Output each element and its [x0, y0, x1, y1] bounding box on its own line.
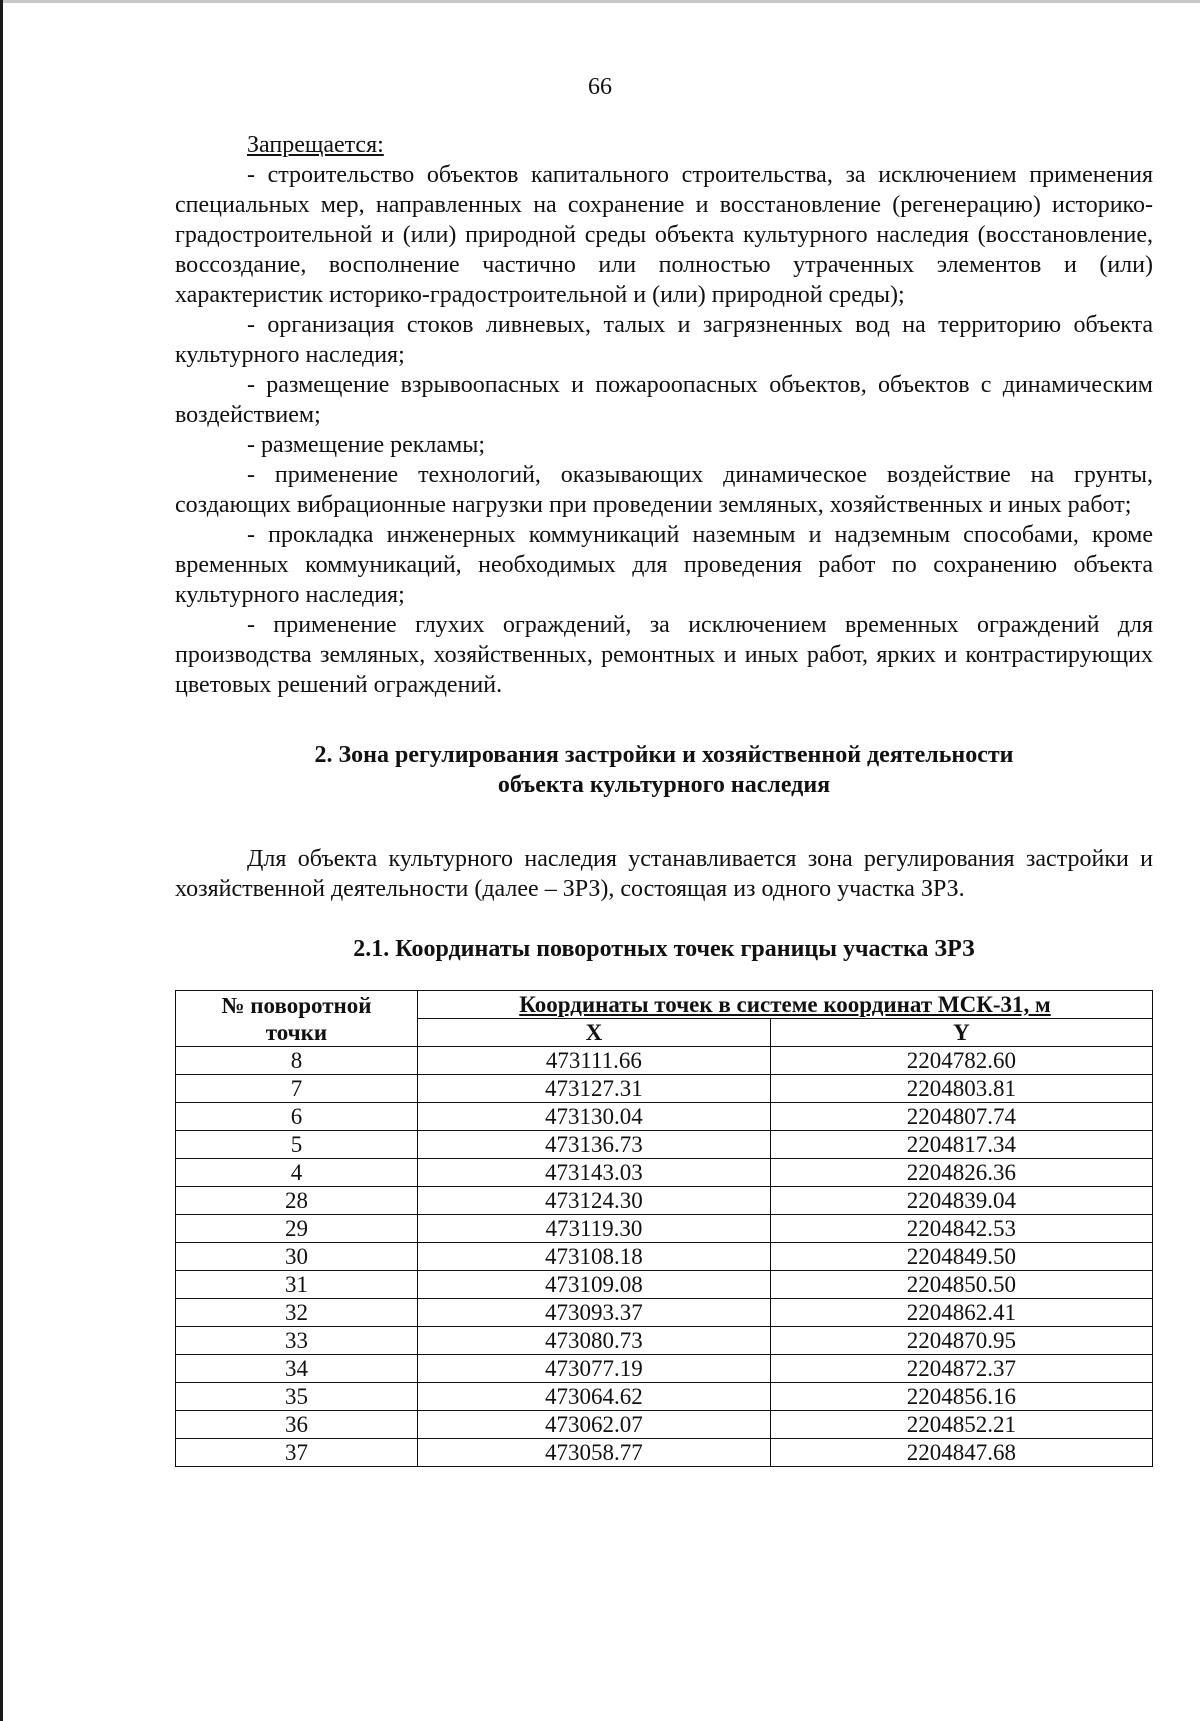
forbidden-item: - размещение рекламы; [247, 432, 486, 458]
coordinates-table [175, 990, 1153, 1467]
document-body [175, 130, 1153, 1467]
table-row [176, 1103, 1153, 1131]
cell-point: 36 [176, 1411, 418, 1439]
cell-point: 29 [176, 1215, 418, 1243]
cell-x: 473058.77 [417, 1439, 770, 1467]
cell-y: 2204852.21 [770, 1411, 1152, 1439]
cell-y: 2204807.74 [770, 1103, 1152, 1131]
table-row [176, 1243, 1153, 1271]
forbidden-item: - прокладка инженерных коммуникаций наземным и надземным способами, кроме временных коммуникаций, необходимых для проведения работ по сохранению объекта культурного наследия; [175, 522, 1153, 608]
cell-point: 8 [176, 1047, 418, 1075]
cell-x: 473130.04 [417, 1103, 770, 1131]
cell-x: 473136.73 [417, 1131, 770, 1159]
cell-y: 2204803.81 [770, 1075, 1152, 1103]
header-coordinates-label: Координаты точек в системе координат МСК-31, м [519, 992, 1051, 1017]
section-title-line: 2. Зона регулирования застройки и хозяйственной деятельности [314, 742, 1014, 768]
cell-x: 473127.31 [417, 1075, 770, 1103]
cell-y: 2204856.16 [770, 1383, 1152, 1411]
cell-x: 473108.18 [417, 1243, 770, 1271]
cell-point: 6 [176, 1103, 418, 1131]
cell-x: 473062.07 [417, 1411, 770, 1439]
cell-y: 2204839.04 [770, 1187, 1152, 1215]
table-row [176, 1327, 1153, 1355]
forbidden-item: - организация стоков ливневых, талых и загрязненных вод на территорию объекта культурного наследия; [175, 312, 1153, 368]
cell-y: 2204849.50 [770, 1243, 1152, 1271]
table-row [176, 1131, 1153, 1159]
header-y: Y [770, 1019, 1152, 1047]
section-title [175, 740, 1153, 800]
forbidden-heading: Запрещается: [247, 132, 384, 158]
forbidden-item: - применение глухих ограждений, за исключением временных ограждений для производства земляных, хозяйственных, ремонтных и иных работ, ярких и контрастирующих цветовых решений ограждений. [175, 612, 1153, 698]
page-number: 66 [588, 74, 612, 100]
cell-y: 2204826.36 [770, 1159, 1152, 1187]
cell-y: 2204847.68 [770, 1439, 1152, 1467]
cell-y: 2204817.34 [770, 1131, 1152, 1159]
cell-point: 37 [176, 1439, 418, 1467]
cell-point: 7 [176, 1075, 418, 1103]
cell-x: 473109.08 [417, 1271, 770, 1299]
cell-x: 473077.19 [417, 1355, 770, 1383]
header-coordinates [417, 991, 1152, 1019]
cell-y: 2204872.37 [770, 1355, 1152, 1383]
scan-edge-left [0, 0, 3, 1721]
table-title: 2.1. Координаты поворотных точек границы участка ЗРЗ [353, 936, 975, 962]
cell-point: 35 [176, 1383, 418, 1411]
table-body [176, 1047, 1153, 1467]
table-row [176, 1187, 1153, 1215]
cell-x: 473064.62 [417, 1383, 770, 1411]
cell-y: 2204782.60 [770, 1047, 1152, 1075]
table-row [176, 1299, 1153, 1327]
cell-point: 28 [176, 1187, 418, 1215]
table-row [176, 1271, 1153, 1299]
table-row [176, 1047, 1153, 1075]
header-x: X [417, 1019, 770, 1047]
cell-y: 2204842.53 [770, 1215, 1152, 1243]
cell-point: 30 [176, 1243, 418, 1271]
cell-point: 4 [176, 1159, 418, 1187]
cell-point: 34 [176, 1355, 418, 1383]
table-row [176, 1411, 1153, 1439]
cell-point: 32 [176, 1299, 418, 1327]
table-row [176, 1075, 1153, 1103]
cell-x: 473124.30 [417, 1187, 770, 1215]
table-row [176, 1215, 1153, 1243]
cell-y: 2204850.50 [770, 1271, 1152, 1299]
cell-point: 5 [176, 1131, 418, 1159]
cell-point: 33 [176, 1327, 418, 1355]
section-title-line: объекта культурного наследия [497, 772, 831, 798]
cell-x: 473111.66 [417, 1047, 770, 1075]
table-row [176, 1439, 1153, 1467]
scan-edge-top [0, 0, 1200, 3]
cell-y: 2204870.95 [770, 1327, 1152, 1355]
table-row [176, 1159, 1153, 1187]
cell-x: 473093.37 [417, 1299, 770, 1327]
table-header-row [176, 991, 1153, 1019]
table-row [176, 1383, 1153, 1411]
cell-y: 2204862.41 [770, 1299, 1152, 1327]
header-point-line: точки [265, 1019, 328, 1045]
section-intro: Для объекта культурного наследия устанавливается зона регулирования застройки и хозяйственной деятельности (далее – ЗРЗ), состоящая из одного участка ЗРЗ. [175, 846, 1153, 902]
forbidden-item: - строительство объектов капитального строительства, за исключением применения специальных мер, направленных на сохранение и восстановление (регенерацию) историко-градостроительной и (или) природной среды объекта культурного наследия (восстановление, воссоздание, восполнение частично или полностью утраченных элементов и (или) характеристик историко-градостроительной и (или) природной среды); [175, 162, 1153, 308]
cell-x: 473119.30 [417, 1215, 770, 1243]
cell-x: 473080.73 [417, 1327, 770, 1355]
cell-x: 473143.03 [417, 1159, 770, 1187]
cell-point: 31 [176, 1271, 418, 1299]
forbidden-item: - размещение взрывоопасных и пожароопасных объектов, объектов с динамическим воздействием; [175, 372, 1153, 428]
header-point-line: № поворотной [221, 992, 372, 1018]
header-point-number [176, 991, 418, 1047]
table-row [176, 1355, 1153, 1383]
forbidden-item: - применение технологий, оказывающих динамическое воздействие на грунты, создающих вибрационные нагрузки при проведении земляных, хозяйственных и иных работ; [175, 462, 1153, 518]
